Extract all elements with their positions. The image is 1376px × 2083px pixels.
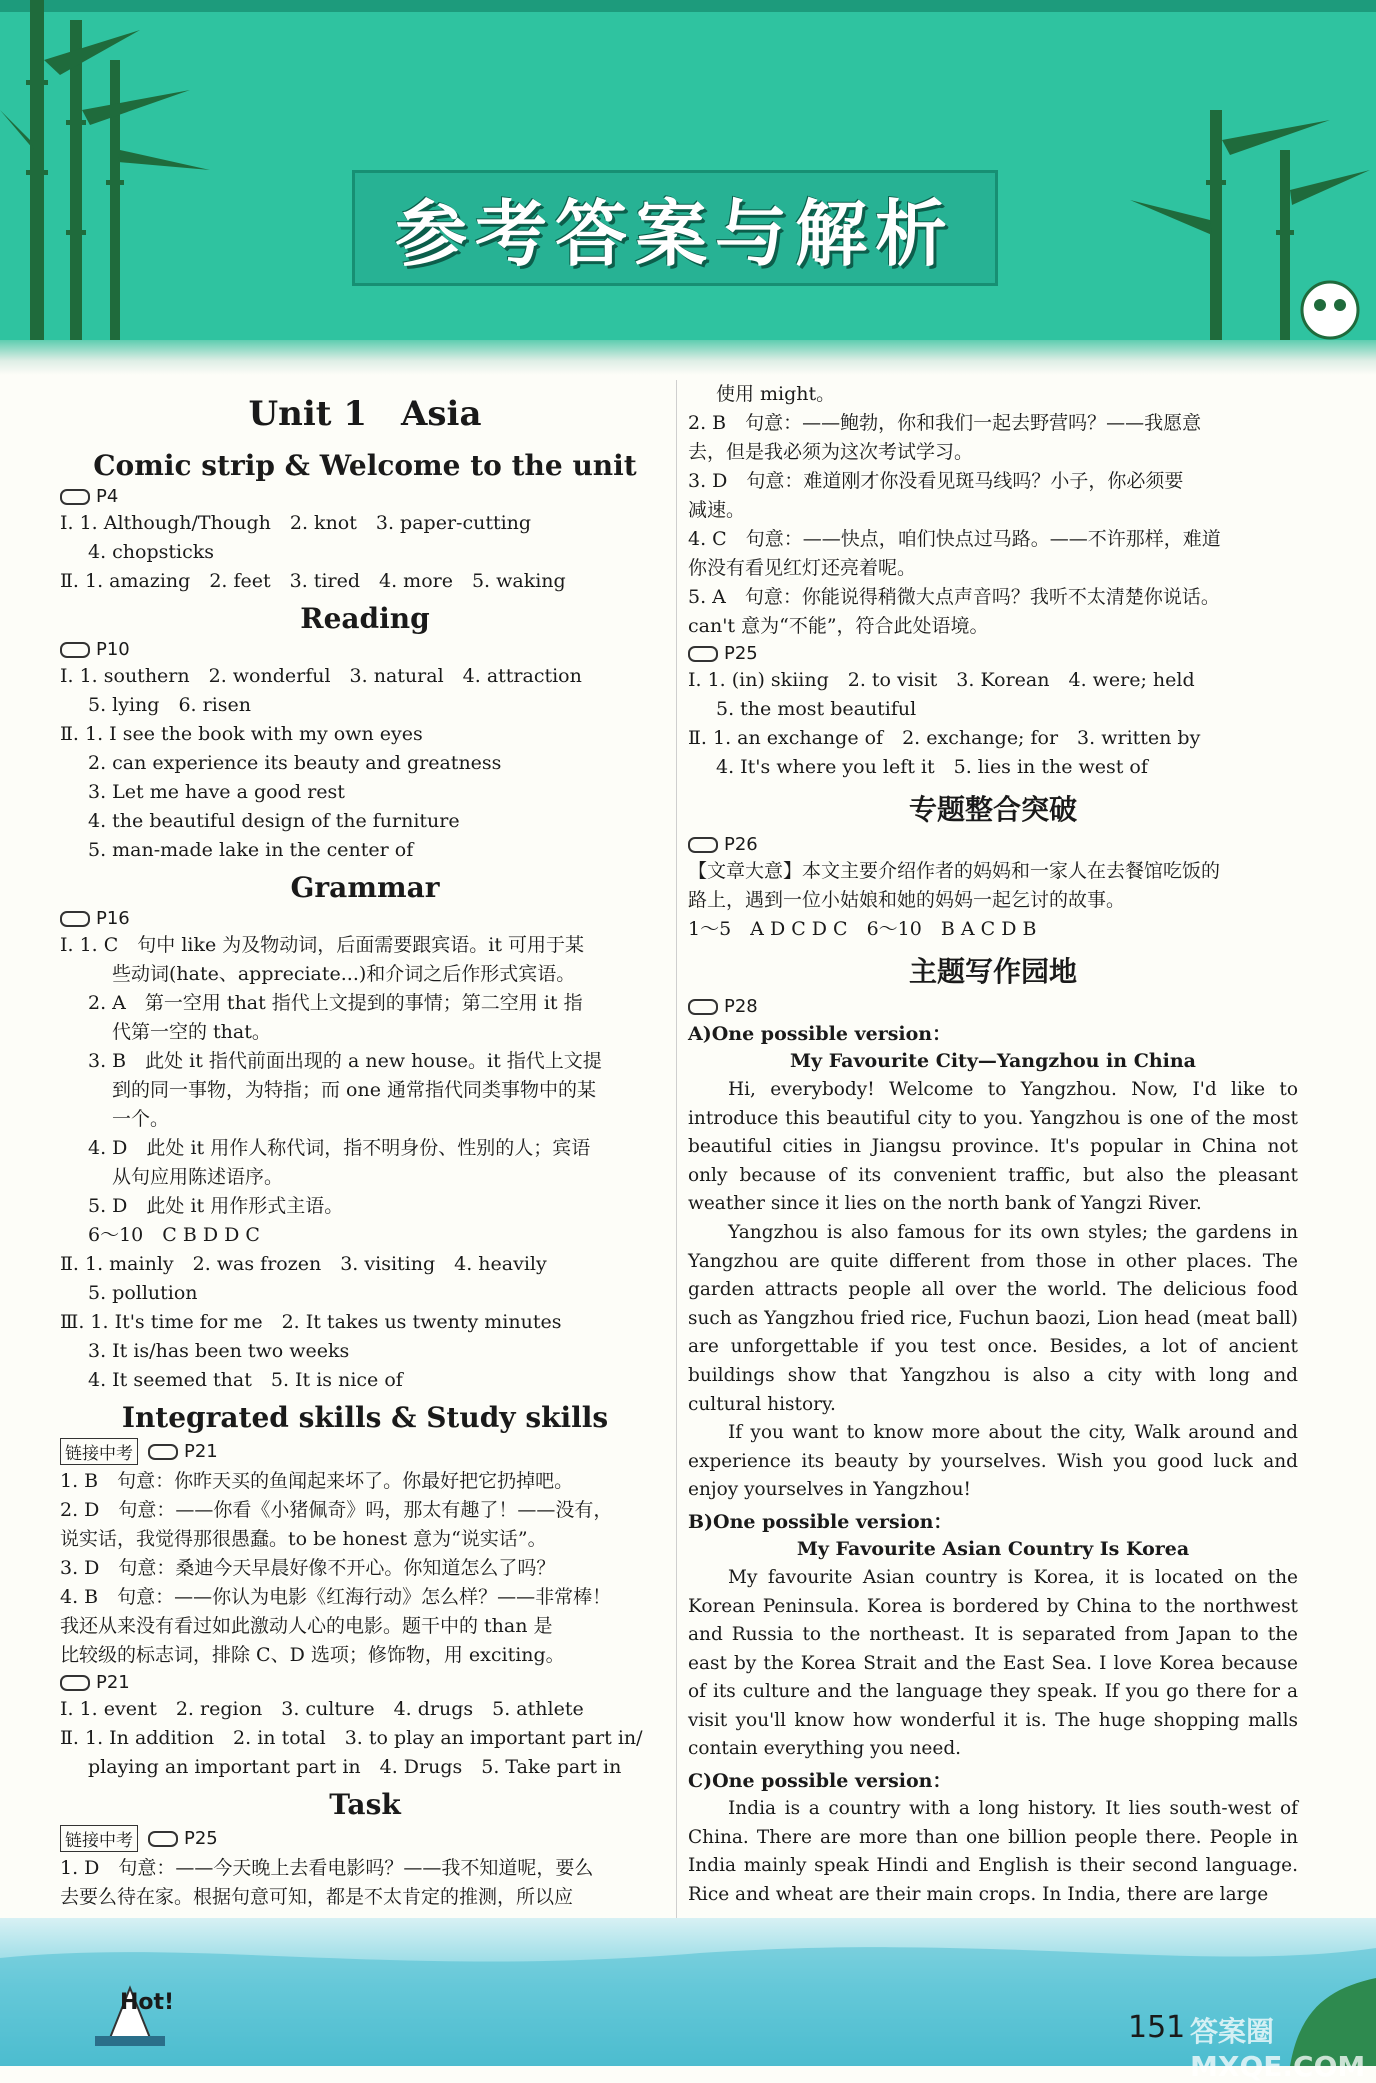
answer-line: 【文章大意】本文主要介绍作者的妈妈和一家人在去餐馆吃饭的 (688, 860, 1221, 882)
answer-line: Ⅱ. 1. In addition 2. in total 3. to play an important part in/ (60, 1727, 643, 1749)
answer-line: 使用 might。 (716, 383, 836, 405)
answer-line: Ⅱ. 1. mainly 2. was frozen 3. visiting 4. heavily (60, 1253, 547, 1275)
answer-line: 2. D 句意：——你看《小猪佩奇》吗，那太有趣了！——没有， (60, 1499, 613, 1521)
section-title-reading: Reading (300, 602, 430, 635)
answer-line: 3. Let me have a good rest (88, 781, 345, 803)
pointing-hand-icon (148, 1831, 178, 1847)
section-title-grammar: Grammar (290, 871, 440, 904)
answer-line: 2. B 句意：——鲍勃，你和我们一起去野营吗？——我愿意 (688, 412, 1202, 434)
page-ref: 链接中考 P21 (60, 1438, 670, 1465)
page-ref: P25 (688, 643, 1298, 664)
section-title-integrated-skills: Integrated skills & Study skills (121, 1401, 609, 1434)
answer-line: Ⅱ. 1. I see the book with my own eyes (60, 723, 423, 745)
answer-line: Ⅱ. 1. amazing 2. feet 3. tired 4. more 5. waking (60, 570, 566, 592)
answer-line: 到的同一事物，为特指；而 one 通常指代同类事物中的某 (112, 1079, 597, 1101)
answer-line: Ⅰ. 1. Although/Though 2. knot 3. paper-cutting (60, 512, 532, 534)
pointing-hand-icon (688, 646, 718, 662)
answer-line: 从句应用陈述语序。 (112, 1166, 284, 1188)
bamboo-left-decoration (0, 0, 220, 345)
exam-link-tag: 链接中考 (60, 1438, 138, 1465)
pointing-hand-icon (148, 1444, 178, 1460)
version-label: A)One possible version： (688, 1023, 952, 1045)
answer-line: Ⅰ. 1. event 2. region 3. culture 4. drugs 5. athlete (60, 1698, 584, 1720)
answer-line: 5. A 句意：你能说得稍微大点声音吗？我听不太清楚你说话。 (688, 586, 1220, 608)
answer-line: 去要么待在家。根据句意可知，都是不太肯定的推测，所以应 (60, 1886, 574, 1908)
pointing-hand-icon (60, 1675, 90, 1691)
answer-line: 去，但是我必须为这次考试学习。 (688, 441, 974, 463)
answer-line: 3. It is/has been two weeks (88, 1340, 350, 1362)
essay-paragraph: Hi, everybody! Welcome to Yangzhou. Now, I'd like to introduce this beautiful city to you. Yangzhou is one of the most beautiful cities in Jiangsu province. It's popular in China not only because of its convenient traffic, but also the pleasant weather since it lies on the north bank of Yangzi River. (688, 1079, 1298, 1215)
answer-line: 比较级的标志词，排除 C、D 选项；修饰物，用 exciting。 (60, 1644, 565, 1666)
answer-line: 4. the beautiful design of the furniture (88, 810, 460, 832)
answer-line: Ⅰ. 1. (in) skiing 2. to visit 3. Korean 4. were; held (688, 669, 1195, 691)
answer-line: 一个。 (112, 1108, 170, 1130)
page-title: 参考答案与解析 (394, 192, 955, 276)
pointing-hand-icon (60, 911, 90, 927)
page-ref: P21 (60, 1672, 670, 1693)
header-banner (0, 0, 1376, 375)
title-box (352, 170, 998, 286)
pointing-hand-icon (60, 642, 90, 658)
answer-line: 4. C 句意：——快点，咱们快点过马路。——不许那样，难道 (688, 528, 1221, 550)
answer-line: 5. D 此处 it 用作形式主语。 (88, 1195, 344, 1217)
answer-line: 5. man-made lake in the center of (88, 839, 414, 861)
left-column (60, 380, 670, 1912)
answer-line: playing an important part in 4. Drugs 5. Take part in (88, 1756, 622, 1778)
answer-line: 2. can experience its beauty and greatness (88, 752, 502, 774)
answer-line: 4. D 此处 it 用作人称代词，指不明身份、性别的人；宾语 (88, 1137, 591, 1159)
exam-link-tag: 链接中考 (60, 1825, 138, 1852)
hot-label: Hot! (120, 1990, 175, 2015)
answer-line: Ⅲ. 1. It's time for me 2. It takes us twenty minutes (60, 1311, 562, 1333)
answer-line: 路上，遇到一位小姑娘和她的妈妈一起乞讨的故事。 (688, 889, 1126, 911)
answer-line: Ⅱ. 1. an exchange of 2. exchange; for 3. written by (688, 727, 1201, 749)
answer-line: 你没有看见红灯还亮着呢。 (688, 557, 917, 579)
answer-line: 5. lying 6. risen (88, 694, 252, 716)
right-column (688, 380, 1298, 1909)
answer-line: 4. B 句意：——你认为电影《红海行动》怎么样？——非常棒！ (60, 1586, 612, 1608)
page-ref: P10 (60, 639, 670, 660)
page-ref: P28 (688, 996, 1298, 1017)
answer-line: 1. B 句意：你昨天买的鱼闻起来坏了。你最好把它扔掉吧。 (60, 1470, 574, 1492)
section-title-task: Task (329, 1788, 401, 1821)
bamboo-panda-right-decoration (1130, 110, 1376, 350)
answer-line: 5. pollution (88, 1282, 198, 1304)
answer-line: 3. B 此处 it 指代前面出现的 a new house。it 指代上文提 (88, 1050, 602, 1072)
essay-paragraph: India is a country with a long history. It lies south-west of China. There are more than one billion people there. People in India mainly speak Hindi and English is their second language. Rice and wheat are their main crops. In India, there are large (688, 1798, 1298, 1905)
page-ref: P16 (60, 908, 670, 929)
answer-line: Ⅰ. 1. C 句中 like 为及物动词，后面需要跟宾语。it 可用于某 (60, 934, 585, 956)
answer-line: 2. A 第一空用 that 指代上文提到的事情；第二空用 it 指 (88, 992, 583, 1014)
essay-paragraph: If you want to know more about the city, Walk around and experience its beauty by yourselves. Wish you good luck and enjoy yourselves in Yangzhou! (688, 1422, 1298, 1501)
page-ref: P4 (60, 486, 670, 507)
answer-line: 1～5 A D C D C 6～10 B A C D B (688, 918, 1037, 940)
answer-line: 代第一空的 that。 (112, 1021, 271, 1043)
essay-title: My Favourite City—Yangzhou in China (790, 1050, 1196, 1072)
page-ref: P26 (688, 834, 1298, 855)
answer-line: 说实话，我觉得那很愚蠢。to be honest 意为“说实话”。 (60, 1528, 547, 1550)
section-title-writing: 主题写作园地 (908, 955, 1077, 988)
answer-line: Ⅰ. 1. southern 2. wonderful 3. natural 4. attraction (60, 665, 582, 687)
answer-line: 5. the most beautiful (716, 698, 917, 720)
version-label: B)One possible version： (688, 1510, 953, 1533)
version-label: C)One possible version： (688, 1770, 952, 1793)
page-ref: 链接中考 P25 (60, 1825, 670, 1852)
pointing-hand-icon (60, 489, 90, 505)
essay-paragraph: Yangzhou is also famous for its own styles; the gardens in Yangzhou are quite different from those in other places. The garden attracts people all over the world. The delicious food such as Yangzhou fried rice, Fuchun baozi, Lion head (meat ball) are unforgettable if you test once. Besides, a lot of ancient buildings show that Yangzhou is also a city with long and cultural history. (688, 1221, 1298, 1415)
pointing-hand-icon (688, 999, 718, 1015)
answer-line: can't 意为“不能”，符合此处语境。 (688, 615, 989, 637)
column-divider (676, 380, 677, 1920)
answer-line: 6～10 C B D D C (88, 1224, 260, 1246)
unit-title: Unit 1 Asia (248, 394, 482, 434)
essay-title: My Favourite Asian Country Is Korea (796, 1537, 1190, 1560)
essay-paragraph: My favourite Asian country is Korea, it is located on the Korean Peninsula. Korea is bordered by China to the northwest and Russia to the northeast. It is separated from Japan to the east by the Korea Strait and the East Sea. I love Korea because of its culture and the language they speak. If you go there for a visit you'll know how wonderful it is. The huge shopping malls contain everything you need. (688, 1566, 1298, 1760)
answer-line: 3. D 句意：桑迪今天早晨好像不开心。你知道怎么了吗？ (60, 1557, 556, 1579)
section-title-topic: 专题整合突破 (908, 793, 1077, 826)
watermark: 答案圈 MXQE.COM (1190, 2015, 1366, 2083)
answer-line: 4. chopsticks (88, 541, 215, 563)
banner-fade (0, 340, 1376, 375)
pointing-hand-icon (688, 837, 718, 853)
page-number: 151 (1128, 2010, 1186, 2045)
answer-line: 4. It's where you left it 5. lies in the west of (716, 756, 1148, 778)
answer-line: 4. It seemed that 5. It is nice of (88, 1369, 403, 1391)
answer-line: 我还从来没有看过如此激动人心的电影。题干中的 than 是 (60, 1615, 553, 1637)
answer-line: 3. D 句意：难道刚才你没看见斑马线吗？小子，你必须要 (688, 470, 1184, 492)
answer-line: 1. D 句意：——今天晚上去看电影吗？——我不知道呢，要么 (60, 1857, 594, 1879)
section-title-comic-strip: Comic strip & Welcome to the unit (93, 449, 637, 482)
answer-line: 些动词(hate、appreciate...)和介词之后作形式宾语。 (112, 963, 576, 985)
answer-line: 减速。 (688, 499, 746, 521)
